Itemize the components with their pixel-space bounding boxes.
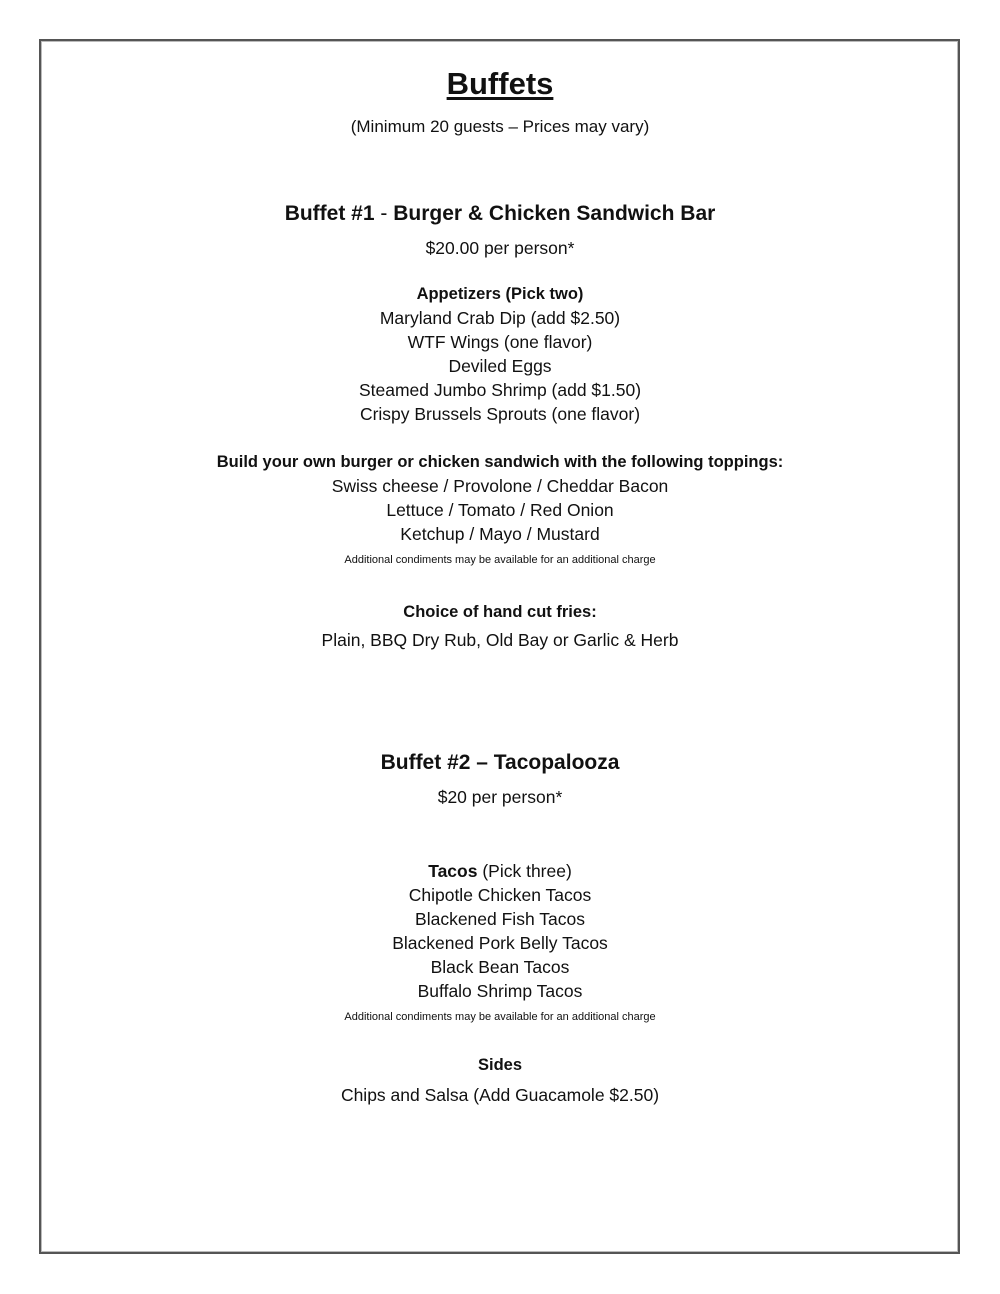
tacos-header-bold: Tacos <box>428 861 478 881</box>
buffet2-price: $20 per person* <box>437 787 563 807</box>
buffet1-heading <box>0 202 1000 226</box>
page-title: Buffets <box>446 66 554 101</box>
taco-item: Black Bean Tacos <box>430 957 570 977</box>
taco-item: Chipotle Chicken Tacos <box>408 885 592 905</box>
buffet1-appetizers-header: Appetizers (Pick two) <box>416 285 584 303</box>
appetizer-item: Steamed Jumbo Shrimp (add $1.50) <box>358 380 642 400</box>
buffet2-condiments-note: Additional condiments may be available for an additional charge <box>344 1011 656 1023</box>
buffet1-fries-options: Plain, BBQ Dry Rub, Old Bay or Garlic & Herb <box>321 630 679 650</box>
buffet1-fries-header: Choice of hand cut fries: <box>403 603 597 621</box>
buffet1-price: $20.00 per person* <box>425 238 575 258</box>
tacos-header-rest: (Pick three) <box>477 861 572 881</box>
buffet1-toppings-header: Build your own burger or chicken sandwich with the following toppings: <box>216 453 784 471</box>
buffet1-heading-name: Burger & Chicken Sandwich Bar <box>393 202 716 225</box>
buffet2-tacos-header <box>0 861 1000 882</box>
appetizer-item: Deviled Eggs <box>448 356 552 376</box>
buffet2-sides-item: Chips and Salsa (Add Guacamole $2.50) <box>340 1085 660 1105</box>
appetizer-item: WTF Wings (one flavor) <box>407 332 593 352</box>
topping-item: Swiss cheese / Provolone / Cheddar Bacon <box>331 476 669 496</box>
taco-item: Buffalo Shrimp Tacos <box>417 981 583 1001</box>
topping-item: Lettuce / Tomato / Red Onion <box>386 500 614 520</box>
topping-item: Ketchup / Mayo / Mustard <box>400 524 600 544</box>
buffet1-heading-prefix: Buffet #1 <box>284 202 375 225</box>
page-subtitle: (Minimum 20 guests – Prices may vary) <box>350 117 650 136</box>
buffet1-heading-separator: - <box>374 202 394 225</box>
taco-item: Blackened Fish Tacos <box>415 909 585 929</box>
taco-item: Blackened Pork Belly Tacos <box>392 933 608 953</box>
appetizer-item: Crispy Brussels Sprouts (one flavor) <box>359 404 641 424</box>
buffet1-condiments-note: Additional condiments may be available for an additional charge <box>344 554 656 566</box>
appetizer-item: Maryland Crab Dip (add $2.50) <box>379 308 621 328</box>
buffet2-sides-header: Sides <box>477 1056 523 1074</box>
buffet2-heading: Buffet #2 – Tacopalooza <box>380 751 620 774</box>
